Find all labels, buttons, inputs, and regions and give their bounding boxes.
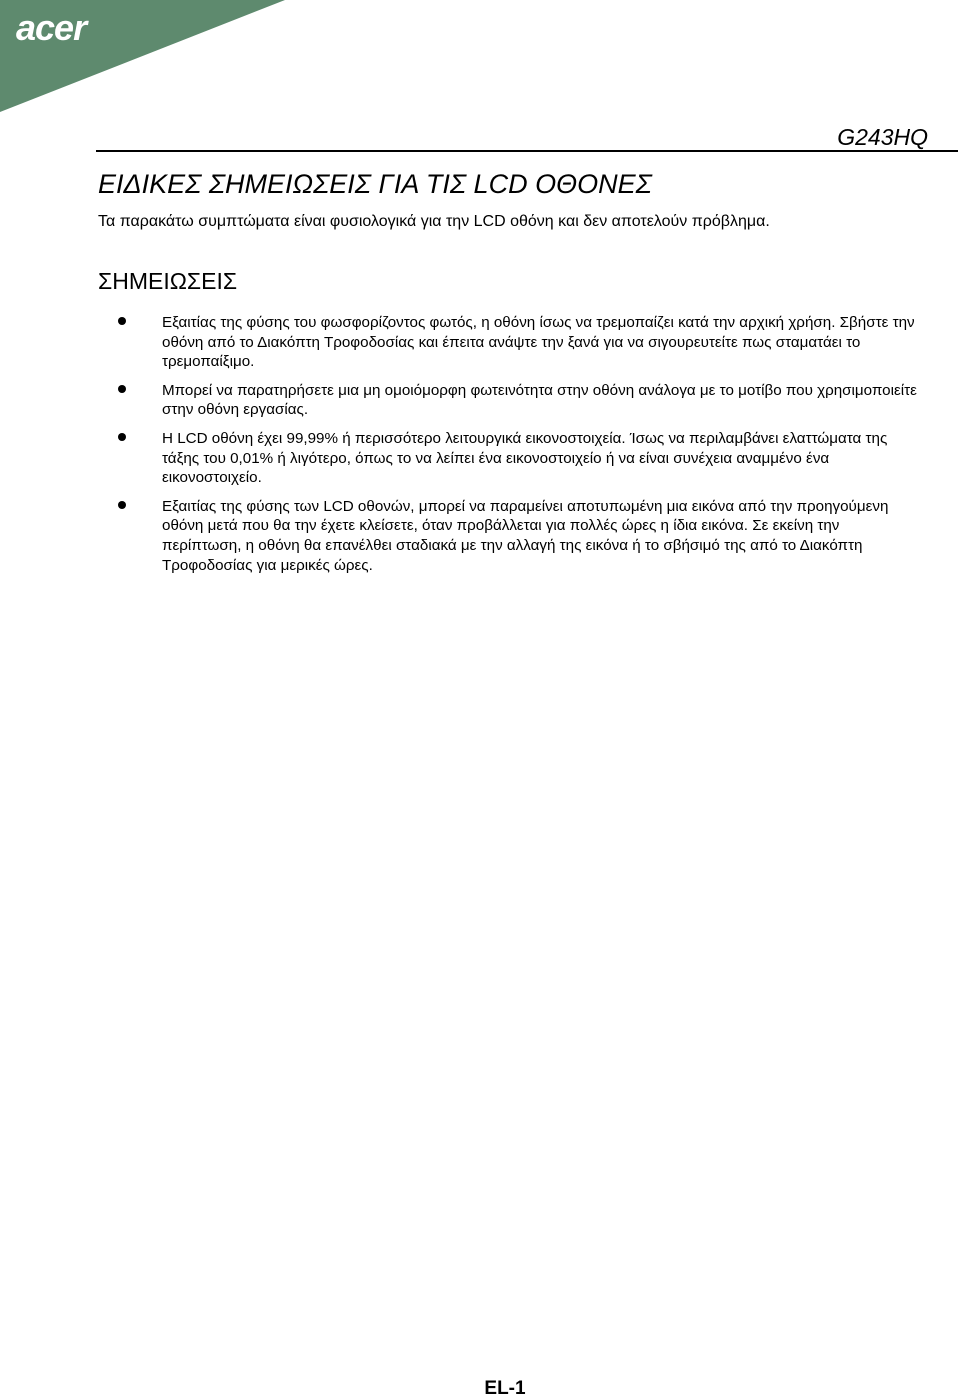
bullet-icon (118, 385, 126, 393)
note-text: Η LCD οθόνη έχει 99,99% ή περισσότερο λειτουργικά εικονοστοιχεία. Ίσως να περιλαμβάνει ελαττώματα της τάξης του 0,01% ή λιγότερο, όπως το να λείπει ένα εικονοστοιχείο ή να είναι συνέχεια αναμμένο ένα εικονοστοιχείο. (162, 429, 888, 487)
bullet-icon (118, 501, 126, 509)
list-item (118, 429, 918, 488)
note-text: Εξαιτίας της φύσης του φωσφορίζοντος φωτός, η οθόνη ίσως να τρεμοπαίζει κατά την αρχική χρήση. Σβήστε την οθόνη από το Διακόπτη Τροφοδοσίας και έπειτα ανάψτε την ξανά για να σιγουρευτείτε πως σταματάει το τρεμοπαίξιμο. (162, 314, 915, 371)
bullet-icon (118, 433, 126, 441)
page-number: EL-1 (484, 1378, 526, 1399)
header-logo-band (0, 0, 320, 120)
bullet-icon (118, 317, 126, 325)
list-item (118, 381, 918, 420)
list-item (118, 313, 918, 372)
header-divider (96, 150, 958, 152)
note-text: Εξαιτίας της φύσης των LCD οθονών, μπορεί να παραμείνει αποτυπωμένη μια εικόνα από την προηγούμενη οθόνη μετά που θα την έχετε κλείσετε, όταν προβάλλεται για πολλές ώρες η ίδια εικόνα. Σε εκείνη την περίπτωση, η οθόνη θα επανέλθει σταδιακά με την αλλαγή της εικόνα ή το σβήσιμό της από το Διακόπτη Τροφοδοσίας για μερικές ώρες. (162, 497, 889, 574)
intro-text: Τα παρακάτω συμπτώματα είναι φυσιολογικά για την LCD οθόνη και δεν αποτελούν πρόβλημα. (98, 213, 770, 230)
notes-list (118, 313, 918, 584)
acer-logo-wordmark: acer (16, 7, 87, 48)
notes-heading: ΣΗΜΕΙΩΣΕΙΣ (98, 268, 238, 294)
model-name: G243HQ (837, 124, 928, 150)
acer-logo-icon (0, 0, 320, 120)
note-text: Μπορεί να παρατηρήσετε μια μη ομοιόμορφη φωτεινότητα στην οθόνη ανάλογα με το μοτίβο που χρησιμοποιείτε στην οθόνη εργασίας. (162, 381, 917, 419)
document-title: ΕΙΔΙΚΕΣ ΣΗΜΕΙΩΣΕΙΣ ΓΙΑ ΤΙΣ LCD ΟΘΟΝΕΣ (98, 169, 652, 199)
list-item (118, 497, 918, 575)
